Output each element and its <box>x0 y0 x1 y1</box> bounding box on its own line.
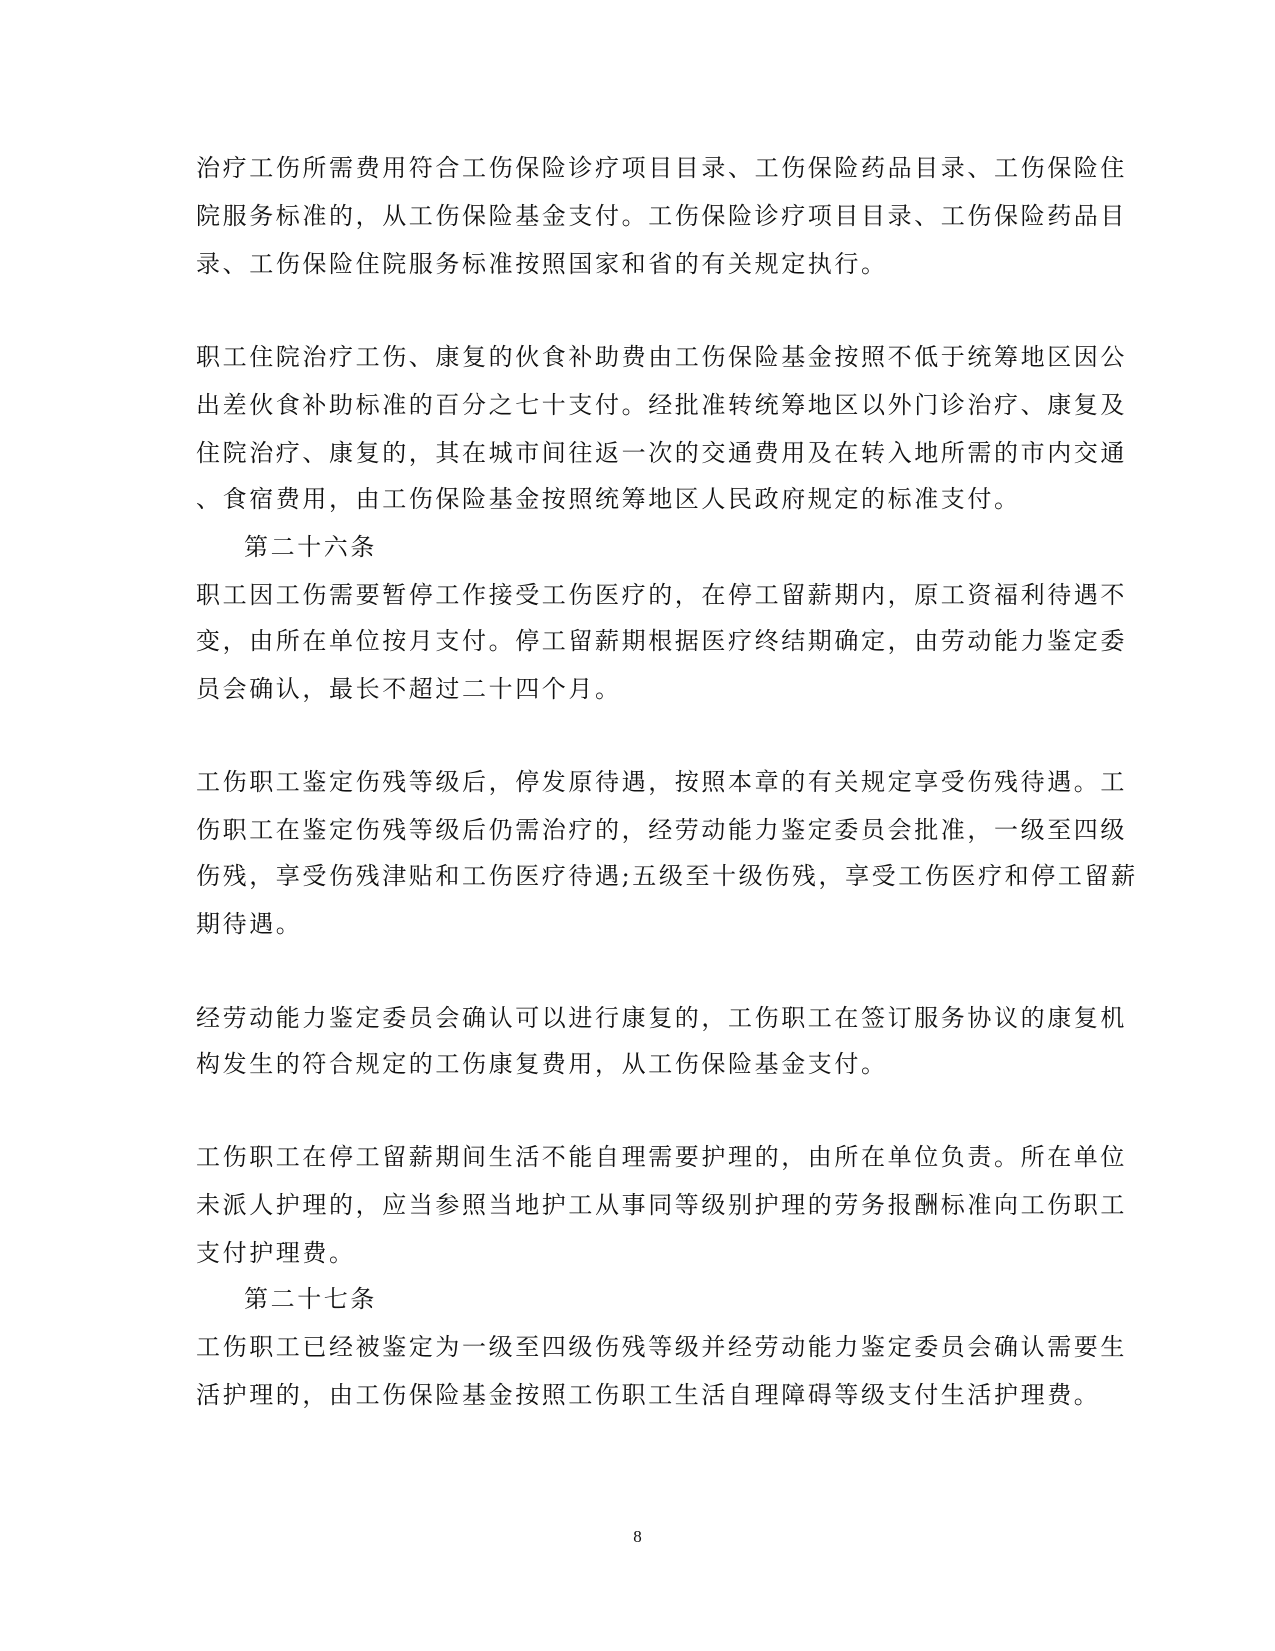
paragraph-line: 工伤职工已经被鉴定为一级至四级伤残等级并经劳动能力鉴定委员会确认需要生 <box>196 1333 1127 1361</box>
paragraph-line: 伤职工在鉴定伤残等级后仍需治疗的，经劳动能力鉴定委员会批准，一级至四级 <box>196 816 1127 844</box>
paragraph-line: 工伤职工在停工留薪期间生活不能自理需要护理的，由所在单位负责。所在单位 <box>196 1143 1127 1171</box>
paragraph-line: 职工因工伤需要暂停工作接受工伤医疗的，在停工留薪期内，原工资福利待遇不 <box>196 581 1127 609</box>
article-heading: 第二十六条 <box>244 533 377 561</box>
paragraph-line: 录、工伤保险住院服务标准按照国家和省的有关规定执行。 <box>196 250 888 278</box>
paragraph-line: 治疗工伤所需费用符合工伤保险诊疗项目目录、工伤保险药品目录、工伤保险住 <box>196 154 1127 182</box>
paragraph-line: 工伤职工鉴定伤残等级后，停发原待遇，按照本章的有关规定享受伤残待遇。工 <box>196 768 1127 796</box>
paragraph-line: 伤残，享受伤残津贴和工伤医疗待遇;五级至十级伤残，享受工伤医疗和停工留薪 <box>196 862 1138 890</box>
article-heading: 第二十七条 <box>244 1285 377 1313</box>
paragraph-line: 经劳动能力鉴定委员会确认可以进行康复的，工伤职工在签订服务协议的康复机 <box>196 1004 1127 1032</box>
paragraph-line: 未派人护理的，应当参照当地护工从事同等级别护理的劳务报酬标准向工伤职工 <box>196 1191 1127 1219</box>
paragraph-line: 、食宿费用，由工伤保险基金按照统筹地区人民政府规定的标准支付。 <box>196 485 1021 513</box>
paragraph-line: 变，由所在单位按月支付。停工留薪期根据医疗终结期确定，由劳动能力鉴定委 <box>196 627 1127 655</box>
paragraph-line: 构发生的符合规定的工伤康复费用，从工伤保险基金支付。 <box>196 1050 888 1078</box>
paragraph-line: 员会确认，最长不超过二十四个月。 <box>196 675 622 703</box>
paragraph-line: 出差伙食补助标准的百分之七十支付。经批准转统筹地区以外门诊治疗、康复及 <box>196 391 1127 419</box>
paragraph-line: 院服务标准的，从工伤保险基金支付。工伤保险诊疗项目目录、工伤保险药品目 <box>196 202 1127 230</box>
paragraph-line: 住院治疗、康复的，其在城市间往返一次的交通费用及在转入地所需的市内交通 <box>196 439 1127 467</box>
page-number: 8 <box>633 1527 642 1546</box>
paragraph-line: 期待遇。 <box>196 910 303 938</box>
paragraph-line: 职工住院治疗工伤、康复的伙食补助费由工伤保险基金按照不低于统筹地区因公 <box>196 343 1127 371</box>
paragraph-line: 活护理的，由工伤保险基金按照工伤职工生活自理障碍等级支付生活护理费。 <box>196 1381 1101 1409</box>
paragraph-line: 支付护理费。 <box>196 1239 356 1267</box>
